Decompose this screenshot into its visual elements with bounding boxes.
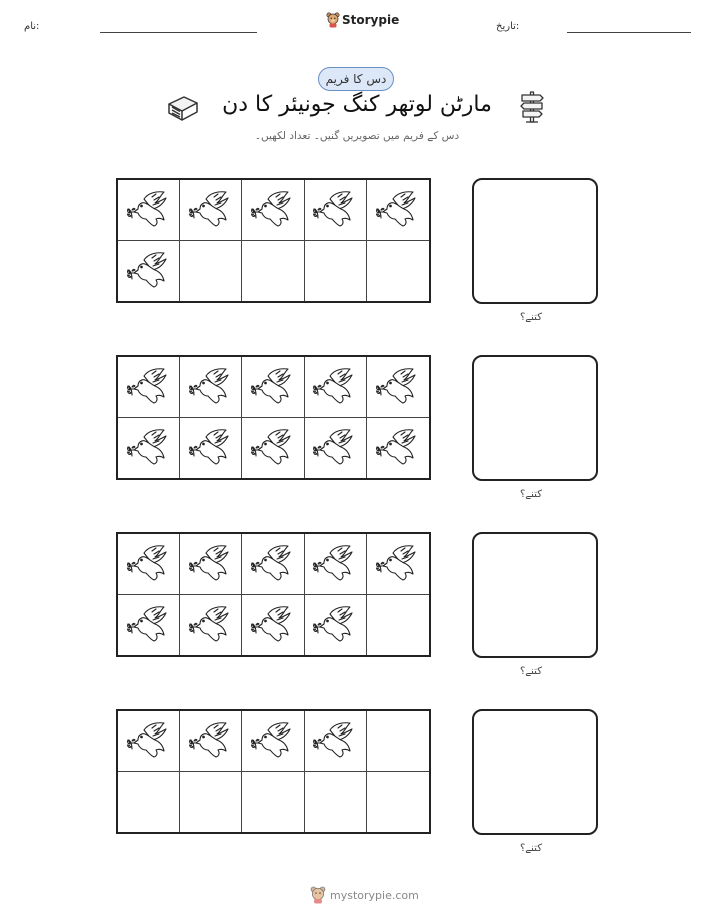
how-many-label: کتنے؟ [520, 666, 542, 677]
ten-frame-cell [180, 595, 242, 656]
how-many-label: کتنے؟ [520, 843, 542, 854]
ten-frame-cell [242, 711, 304, 772]
dove-icon [375, 189, 421, 231]
bear-logo-icon [326, 12, 340, 28]
answer-box[interactable] [472, 709, 598, 835]
dove-icon [188, 427, 234, 469]
brand-logo [326, 12, 399, 28]
ten-frame-cell [367, 241, 429, 302]
ten-frame-cell [180, 418, 242, 479]
answer-box[interactable] [472, 178, 598, 304]
dove-icon [188, 366, 234, 408]
ten-frame-cell [305, 418, 367, 479]
ten-frame [116, 355, 431, 480]
page-title: مارٹن لوتھر کنگ جونیئر کا دن [222, 92, 492, 117]
how-many-label: کتنے؟ [520, 489, 542, 500]
dove-icon [312, 366, 358, 408]
dove-icon [250, 604, 296, 646]
instructions: دس کے فریم میں تصویریں گنیں۔ تعداد لکھیں۔ [254, 130, 460, 142]
dove-icon [126, 189, 172, 231]
dove-icon [375, 543, 421, 585]
dove-icon [126, 250, 172, 292]
dove-icon [188, 604, 234, 646]
ten-frame-cell [367, 711, 429, 772]
date-line[interactable] [567, 32, 691, 33]
brand-name: Storypie [342, 13, 400, 27]
ten-frame-cell [367, 180, 429, 241]
ten-frame-cell [118, 418, 180, 479]
ten-frame-cell [305, 241, 367, 302]
dove-icon [250, 189, 296, 231]
ten-frame-cell [242, 534, 304, 595]
signpost-icon [518, 90, 546, 124]
ten-frame-cell [305, 534, 367, 595]
ten-frame-cell [367, 772, 429, 833]
ten-frame-cell [305, 357, 367, 418]
ten-frame-cell [242, 241, 304, 302]
dove-icon [188, 543, 234, 585]
dove-icon [126, 543, 172, 585]
dove-icon [375, 427, 421, 469]
ten-frame-cell [367, 357, 429, 418]
dove-icon [250, 543, 296, 585]
dove-icon [312, 543, 358, 585]
dove-icon [126, 366, 172, 408]
ten-frame-cell [242, 418, 304, 479]
name-line[interactable] [100, 32, 257, 33]
ten-frame-cell [118, 772, 180, 833]
dove-icon [250, 366, 296, 408]
date-label: تاریخ: [496, 21, 520, 32]
ten-frame-cell [305, 595, 367, 656]
ten-frame-cell [305, 180, 367, 241]
ten-frame [116, 532, 431, 657]
name-label: نام: [24, 21, 40, 32]
ten-frame-cell [367, 595, 429, 656]
ten-frame-cell [242, 180, 304, 241]
dove-icon [312, 189, 358, 231]
dove-icon [188, 189, 234, 231]
ten-frame-cell [180, 534, 242, 595]
ten-frame [116, 178, 431, 303]
dove-icon [312, 427, 358, 469]
answer-box[interactable] [472, 355, 598, 481]
ten-frame-cell [305, 772, 367, 833]
ten-frame-cell [118, 534, 180, 595]
ten-frame-cell [118, 357, 180, 418]
answer-box[interactable] [472, 532, 598, 658]
how-many-label: کتنے؟ [520, 312, 542, 323]
dove-icon [126, 427, 172, 469]
ten-frame-cell [118, 711, 180, 772]
dove-icon [250, 427, 296, 469]
dove-icon [312, 604, 358, 646]
ten-frame-cell [118, 241, 180, 302]
ten-frame-cell [180, 711, 242, 772]
ten-frame-cell [367, 418, 429, 479]
ten-frame-cell [305, 711, 367, 772]
dove-icon [312, 720, 358, 762]
bear-logo-icon [310, 886, 326, 904]
footer [310, 886, 419, 904]
ten-frame-cell [242, 772, 304, 833]
ten-frame-cell [242, 595, 304, 656]
ten-frame-cell [180, 180, 242, 241]
ten-frame-cell [180, 357, 242, 418]
dove-icon [126, 720, 172, 762]
dove-icon [188, 720, 234, 762]
ten-frame-cell [367, 534, 429, 595]
topic-tag: دس کا فریم [318, 67, 394, 91]
ten-frame [116, 709, 431, 834]
ten-frame-cell [118, 595, 180, 656]
ten-frame-cell [118, 180, 180, 241]
ten-frame-cell [180, 772, 242, 833]
footer-url[interactable]: mystorypie.com [330, 888, 419, 902]
dove-icon [126, 604, 172, 646]
ten-frame-cell [180, 241, 242, 302]
dove-icon [250, 720, 296, 762]
ten-frame-cell [242, 357, 304, 418]
dove-icon [375, 366, 421, 408]
